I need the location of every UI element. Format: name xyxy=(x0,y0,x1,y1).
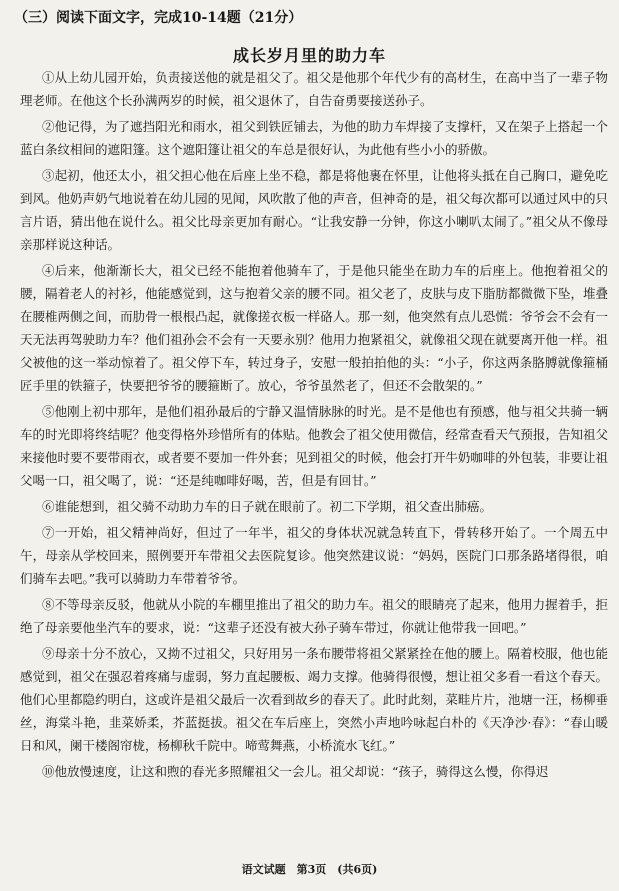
paragraph-4: ④后来，他渐渐长大，祖父已经不能抱着他骑车了，于是他只能坐在助力车的后座上。他抱着祖父的腰，隔着老人的衬衫，他能感觉到，这与抱着父亲的腰不同。祖父老了，皮肤与皮下脂肪都微微下坠，堆叠在腰椎两侧之间，而肋骨一根根凸起，就像搓衣板一样硌人。那一刻，他突然有点儿恐慌：爷爷会不会有一天无法再驾驶助力车？他们祖孙会不会有一天要永别？他用力抱紧祖父，就像祖父现在就要离开他一样。祖父被他的这一举动惊着了。祖父停下车，转过身子，安慰一般拍拍他的头：“小子，你这两条胳膊就像箍桶匠手里的铁箍子，快要把爷爷的腰箍断了。放心，爷爷虽然老了，但还不会散架的。” xyxy=(20,263,608,393)
paragraph-3: ③起初，他还太小，祖父担心他在后座上坐不稳，都是将他裹在怀里，让他将头抵在自己胸口，避免吃到风。他奶声奶气地说着在幼儿园的见闻，风吹散了他的声音，但神奇的是，祖父每次都可以通过风中的只言片语，猜出他在说什么。祖父比母亲更加有耐心。“让我安静一分钟，你这小喇叭太闹了。”祖父从不像母亲那样说这种话。 xyxy=(20,168,608,252)
page-footer: 语文试题 第3页 (共6页) xyxy=(241,863,378,876)
paragraph-2: ②他记得，为了遮挡阳光和雨水，祖父到铁匠铺去，为他的助力车焊接了支撑杆，又在架子上搭起一个蓝白条纹相间的遮阳篷。这个遮阳篷让祖父的车总是很好认，为此他有些小小的骄傲。 xyxy=(20,119,608,157)
paragraph-5: ⑤他刚上初中那年，是他们祖孙最后的宁静又温情脉脉的时光。是不是他也有预感，他与祖父共骑一辆车的时光即将终结呢？他变得格外珍惜所有的体贴。他教会了祖父使用微信，经常查看天气预报，告知祖父来接他时要不要带雨衣，或者要不要加一件外套；见到祖父的时候，他会打开牛奶咖啡的外包装，非要让祖父喝一口，祖父喝了，说：“还是纯咖啡好喝，苦，但是有回甘。” xyxy=(20,404,608,488)
paragraph-9: ⑨母亲十分不放心，又拗不过祖父，只好用另一条布腰带将祖父紧紧拴在他的腰上。隔着校服，他也能感觉到，祖父在强忍着疼痛与虚弱，努力直起腰板、竭力支撑。他骑得很慢，想让祖父多看一看这个春天。他们心里都隐约明白，这或许是祖父最后一次看到故乡的春天了。此时此刻，菜畦片片，池塘一汪，杨柳垂丝，海棠斗艳，韭菜娇柔，芥蓝挺拔。祖父在车后座上，突然小声地吟咏起白朴的《天净沙·春》：“春山暖日和风，阑干楼阁帘栊，杨柳秋千院中。啼莺舞燕，小桥流水飞红。” xyxy=(20,646,608,753)
paragraph-10: ⑩他放慢速度，让这和煦的春光多照耀祖父一会儿。祖父却说：“孩子，骑得这么慢，你得迟 xyxy=(42,764,549,779)
paragraph-1: ①从上幼儿园开始，负责接送他的就是祖父了。祖父是他那个年代少有的高材生，在高中当了一辈子物理老师。在他这个长孙满两岁的时候，祖父退休了，自告奋勇要接送孙子。 xyxy=(20,70,608,108)
paragraph-7: ⑦一开始，祖父精神尚好，但过了一年半，祖父的身体状况就急转直下，骨转移开始了。一个周五中午，母亲从学校回来，照例要开车带祖父去医院复诊。他突然建议说：“妈妈，医院门口那条路堵得很，咱们骑车去吧。”我可以骑助力车带着爷爷。 xyxy=(20,525,608,586)
paragraph-8: ⑧不等母亲反驳，他就从小院的车棚里推出了祖父的助力车。祖父的眼睛亮了起来，他用力握着手，拒绝了母亲要他坐汽车的要求，说：“这辈子还没有被大孙子骑车带过，你就让他带我一回吧。” xyxy=(20,597,608,635)
paragraph-6: ⑥谁能想到，祖父骑不动助力车的日子就在眼前了。初二下学期，祖父查出肺癌。 xyxy=(42,499,493,514)
article-title: 成长岁月里的助力车 xyxy=(232,46,386,65)
article-body xyxy=(20,66,608,786)
section-header: （三）阅读下面文字，完成10-14题（21分） xyxy=(14,10,303,26)
